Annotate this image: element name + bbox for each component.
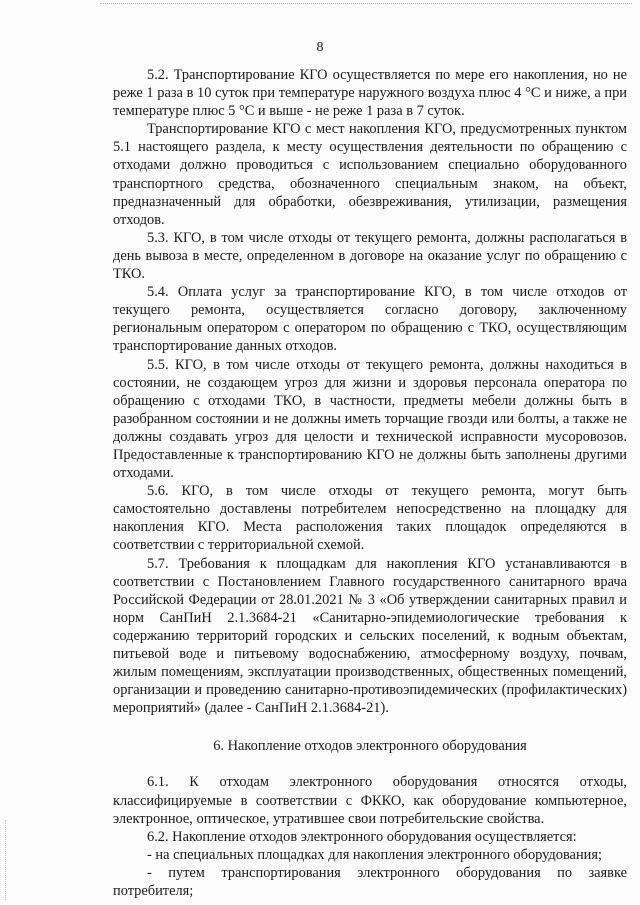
paragraph-5-5: 5.5. КГО, в том числе отходы от текущего ремонта, должны находиться в состоянии, не создающем угроз для жизни и здоровья персонала оператора по обращению с отходами ТКО, в частности, предметы мебели должны быть в разобранном состоянии и не должны иметь торчащие гвозди или болты, а также не должны создавать угроз для целости и технической исправности мусоровозов. Предоставленные к транспортированию КГО не должны быть заполнены другими отходами. (113, 356, 627, 482)
paragraph-5-3: 5.3. КГО, в том числе отходы от текущего ремонта, должны располагаться в день вывоза в месте, определенном в договоре на оказание услуг по обращению с ТКО. (113, 229, 627, 283)
paragraph-6-2: 6.2. Накопление отходов электронного оборудования осуществляется: (147, 828, 577, 845)
page-number: 8 (316, 40, 324, 55)
paragraph-5-2-transport: Транспортирование КГО с мест накопления КГО, предусмотренных пунктом 5.1 настоящего раздела, к месту осуществления деятельности по обращению с отходами должно проводиться с использованием специально оборудованного транспортного средства, обозначенного специальным знаком, на объект, предназначенный для обработки, обезвреживания, утилизации, размещения отходов. (113, 121, 627, 228)
scan-edge-left (5, 820, 6, 900)
section-heading: 6. Накопление отходов электронного оборудования (213, 738, 527, 755)
list-item-special-sites: - на специальных площадках для накопления электронного оборудования; (147, 846, 602, 863)
paragraph-5-2: 5.2. Транспортирование КГО осуществляется по мере его накопления, но не реже 1 раза в 10 суток при температуре наружного воздуха плюс 4 °С и ниже, а при температуре плюс 5 °С и выше - не реже 1 раза в 7 суток. (113, 67, 627, 120)
list-item-transport-request: - путем транспортирования электронного оборудования по заявке потребителя; (113, 864, 627, 900)
paragraph-5-7: 5.7. Требования к площадкам для накопления КГО устанавливаются в соответствии с Постановлением Главного государственного санитарного врача Российской Федерации от 28.01.2021 № 3 «Об утверждении санитарных правил и норм СанПиН 2.1.3684-21 «Санитарно-эпидемиологические требования к содержанию территорий городских и сельских поселений, к водным объектам, питьевой воде и питьевому водоснабжению, атмосферному воздуху, почвам, жилым помещениям, эксплуатации производственных, общественных помещений, организации и проведению санитарно-противоэпидемических (профилактических) мероприятий» (далее - СанПиН 2.1.3684-21). (113, 555, 627, 717)
paragraph-6-1: 6.1. К отходам электронного оборудования относятся отходы, классифицируемые в соответствии с ФККО, как оборудование компьютерное, электронное, оптическое, утратившее свои потребительские свойства. (113, 774, 627, 827)
paragraph-5-6: 5.6. КГО, в том числе отходы от текущего ремонта, могут быть самостоятельно доставлены потребителем непосредственно на площадку для накопления КГО. Места расположения таких площадок определяются в соответствии с территориальной схемой. (113, 483, 627, 554)
paragraph-5-4: 5.4. Оплата услуг за транспортирование КГО, в том числе отходов от текущего ремонта, осуществляется согласно договору, заключенному региональным оператором с оператором по обращению с ТКО, осуществляющим транспортирование данных отходов. (113, 284, 627, 355)
scan-edge-top (100, 3, 632, 4)
document-body (113, 66, 627, 900)
